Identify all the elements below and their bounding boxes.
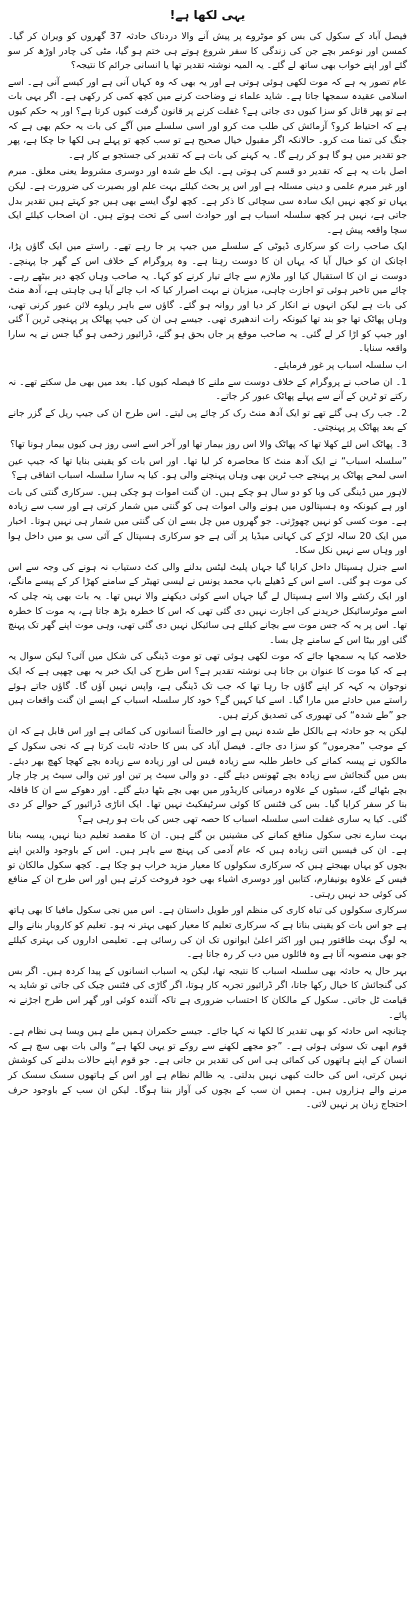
article-paragraph: ایک صاحب رات کو سرکاری ڈیوٹی کے سلسلے میں جیپ پر جا رہے تھے۔ راستے میں ایک گاؤں پڑا، اچانک ان کو خیال آیا کہ یہاں ان کا دوست رہتا ہے۔ وہ پروگرام کے خلاف اس کے گھر جا پہنچے۔ دوست نے ان کا استقبال کیا اور ملازم سے چائے تیار کرنے کو کہا۔ یہ صاحب وہاں کچھ دیر بیٹھے رہے۔ چائے میں تاخیر ہوئی تو اجازت چاہی، میزبان نے بہت اصرار کیا کہ اب چائے آیا ہی چاہتی ہے، آدھ منٹ کی بات ہے لیکن انہوں نے انکار کر دیا اور روانہ ہو گئے۔ گاؤں سے باہر ریلوے لائن عبور کرنی تھی، وہاں پھاٹک تھا جو بند تھا کیونکہ رات اندھیری تھی۔ جیسے ہی ان کی جیپ پھاٹک پر پہنچی ٹرین آ گئی اور جیپ کو اڑا کر لے گئی۔ یہ صاحب موقع پر جاں بحق ہو گئے، ڈرائیور زخمی ہو گیا جس نے یہ سارا واقعہ سنایا۔	[8, 241, 407, 355]
article-paragraph: اب سلسلہ اسباب پر غور فرمایئے۔	[272, 360, 407, 372]
article-paragraph: فیصل آباد کے سکول کی بس کو موٹروے پر پیش آنے والا دردناک حادثہ 37 گھروں کو ویران کر گیا۔ کمسن اور نوعمر بچے جن کی زندگی کا سفر شروع ہوتے ہی ختم ہو گیا، مٹی کی چادر اوڑھ کر سو گئے اور اپنے خواب بھی ساتھ لے گئے۔ یہ المیہ نوشتہ تقدیر تھا یا انسانی جرائم کا نتیجہ؟	[8, 31, 407, 72]
article-paragraph: اسے جنرل ہسپتال داخل کرایا گیا جہاں پلیٹ لیٹس بدلنے والی کٹ دستیاب نہ ہونے کی وجہ سے اس کی موت ہو گئی۔ اسے اس کے ڈھیلے باپ محمد یونس نے لیسی تھیٹر کے سامنے کھڑا کر کے پیسے مانگے، اور ایک رکشے والا اسے ہسپتال لے گیا جہاں اسے کوئی دیکھنے والا نہیں تھا۔ یہ بات بھی پتہ چلی کہ اسے موٹرسائیکل خریدنے کی اجازت نہیں دی گئی تھی کہ اس کا خطرہ بڑھ جاتا ہے، یہ موت کا خطرہ تھا۔ اس پر یہ کہ جس موت سے بچانے کیلئے ہی سائیکل نہیں دی گئی تھی، وہی موت اپنے گھر تک پہنچ گئی اور بیٹا اس کے سامنے چل بسا۔	[8, 561, 407, 646]
article-paragraph: خلاصہ کیا یہ سمجھا جائے کہ موت لکھی ہوئی تھی تو موت ڈینگی کی شکل میں آئی؟ لیکن سوال یہ ہے کہ کیا موت کا عنوان بن جانا ہی نوشتہ تقدیر ہے؟ اس طرح کی ایک خبر یہ بھی چھپی ہے کہ ایک نوجوان یہ کہہ کر اپنے گاؤں جا رہا تھا کہ جب تک ڈینگی ہے، واپس نہیں آؤں گا۔ گاؤں جاتے ہوئے راستے میں حادثے میں مارا گیا۔ اسے کیا کہیں گے؟ خود کار سلسلہ اسباب کے ایسے ان گنت واقعات ہیں جو ”طے شدہ“ کی تھیوری کی تصدیق کرتے ہیں۔	[8, 651, 407, 721]
article-paragraph: 1۔ ان صاحب نے پروگرام کے خلاف دوست سے ملنے کا فیصلہ کیوں کیا۔ بعد میں بھی مل سکتے تھے۔ نہ رکتے تو ٹرین کے آنے سے پہلے پھاٹک عبور کر جاتے۔	[8, 376, 407, 403]
article-paragraph: بہر حال یہ حادثہ بھی سلسلہ اسباب کا نتیجہ تھا، لیکن یہ اسباب انسانوں کے پیدا کردہ ہیں۔ اگر بس کی گنجائش کا خیال رکھا جاتا، اگر ڈرائیور تجربہ کار ہوتا، اگر گاڑی کی فٹنس چیک کی جاتی تو شاید یہ قیامت ٹل جاتی۔ سکول کے مالکان کا احتساب ضروری ہے تاکہ آئندہ کوئی اور گھر اس طرح اجڑنے نہ پائے۔	[8, 965, 407, 1021]
article-paragraph: ”سلسلہ اسباب“ نے ایک آدھ منٹ کا محاصرہ کر لیا تھا۔ اور اس بات کو یقینی بنایا تھا کہ جیپ عین اسی لمحے پھاٹک پر پہنچے جب ٹرین بھی وہاں پہنچنے والی ہو۔ کیا یہ سارا سلسلہ اسباب اتفاقی ہے؟	[8, 455, 407, 482]
article-paragraph: سرکاری سکولوں کی تباہ کاری کی منظم اور طویل داستان ہے۔ اس میں نجی سکول مافیا کا بھی ہاتھ ہے جو اس بات کو یقینی بناتا ہے کہ سرکاری تعلیم کا معیار کبھی بہتر نہ ہو۔ تعلیم کو کاروبار بنانے والے یہ لوگ بہت طاقتور ہیں اور اکثر اعلیٰ ایوانوں تک ان کی رسائی ہے۔ تعلیمی اداروں کی بہتری کیلئے جو بھی منصوبہ آتا ہے وہ فائلوں میں دب کر رہ جاتا ہے۔	[8, 905, 407, 961]
article-paragraph: لاہور میں ڈینگی کی وبا کو دو سال ہو چکے ہیں۔ ان گنت اموات ہو چکی ہیں۔ سرکاری گنتی کی بات اور ہے کیونکہ وہ ہسپتالوں میں ہونے والی اموات ہی کو گنتی میں شمار کرتی ہے اور سب سے زیادہ ہے۔ موت کسی کو نہیں چھوڑتی۔ جو گھروں میں چل بسے ان کی گنتی میں شمار ہی نہیں ہوتا۔ اخبار میں ایک 20 سالہ لڑکے کی کہانی میڈیا پر آئی ہے جو سرکاری ہسپتال کے آئی سی یو میں داخل ہوا اور وہاں سے نہیں نکل سکا۔	[8, 486, 407, 557]
article-paragraph: بہت سارے نجی سکول منافع کمانے کی مشینیں بن گئے ہیں۔ ان کا مقصد تعلیم دینا نہیں، پیسہ بنانا ہے۔ ان کی فیسیں اتنی زیادہ ہیں کہ عام آدمی کی پہنچ سے باہر ہیں۔ اس کے باوجود والدین اپنے بچوں کو یہاں بھیجتے ہیں کہ سرکاری سکولوں کا معیار مزید خراب ہو چکا ہے۔ کچھ سکول مالکان تو فیس کے علاوہ یونیفارم، کتابیں اور دوسری اشیاء بھی خود فروخت کرتے ہیں اور اس طرح ان کے منافع کی کوئی حد نہیں رہتی۔	[8, 830, 407, 900]
article-paragraph: چنانچہ اس حادثہ کو بھی تقدیر کا لکھا نہ کہا جائے۔ جیسے حکمران ہمیں ملے ہیں ویسا ہی نظام ہے۔ قوم ابھی تک سوئی ہوئی ہے۔ ”جو مجھے لکھنے سے روکے تو یہی لکھا ہے“ والی بات بھی سچ ہے کہ انسان کے اپنے ہاتھوں کی کمائی ہی اس کی تقدیر بن جاتی ہے۔ جو قوم اپنے حالات بدلنے کی کوشش نہیں کرتی، اس کی حالت کبھی نہیں بدلتی۔ یہ ظالم نظام ہے اور اس کے ہاتھوں سسک سسک کر مرنے والے ہزاروں ہیں۔ ہمیں ان سب کے بچوں کی آواز بننا ہوگا۔ لیکن ان سب کے باوجود حرف احتجاج زبان پر نہیں لاتی۔	[8, 1026, 407, 1111]
article-paragraph: عام تصور یہ ہے کہ موت لکھی ہوئی ہوتی ہے اور یہ بھی کہ وہ کہاں آنی ہے اور کیسے آنی ہے۔ اسے اسلامی عقیدہ سمجھا جاتا ہے۔ شاید علماء نے وضاحت کرنے میں کچھ کمی کر رکھی ہے۔ اگر یہی بات ہے تو پھر قاتل کو سزا کیوں دی جاتی ہے؟ غفلت کرنے پر قانون گرفت کیوں کرتا ہے؟ اور یہ حکم کیوں ہے کہ احتیاط کرو؟ آزمائش کی طلب مت کرو اور اسی سلسلے میں آگے کی بات یہ حکم بھی ہے کہ جنگ کی تمنا مت کرو۔ حالانکہ اگر مقبول خیال صحیح ہے تو سب کچھ تو پہلے ہی لکھا جا چکا ہے، پھر جو تقدیر میں ہو گا ہو کر رہے گا۔ یہ کہنے کی بات ہے کہ تقدیر کی جستجو بے کار ہے۔	[8, 76, 407, 161]
article-paragraph: 2۔ جب رک ہی گئے تھے تو ایک آدھ منٹ رک کر چائے پی لیتے۔ اس طرح ان کی جیپ ریل کے گزر جانے کے بعد پھاٹک پر پہنچتی۔	[8, 407, 407, 434]
article-paragraph: لیکن یہ جو حادثہ ہے بالکل طے شدہ نہیں ہے اور خالصتاً انسانوں کی کمائی ہے اور اس قابل ہے کہ ان کے موجب ”مجرموں“ کو سزا دی جائے۔ فیصل آباد کی بس کا حادثہ ثابت کرتا ہے کہ نجی سکول کے مالکوں نے پیسہ کمانے کی خاطر طلبہ سے زیادہ فیس لی اور زیادہ سے زیادہ بچے کھچا کھچ بھر دیئے۔ بس میں گنجائش سے زیادہ بچے ٹھونس دیئے گئے۔ دو والی سیٹ پر تین اور تین والی سیٹ پر چار چار بچے بٹھائے گئے، سیٹوں کے علاوہ درمیانی کاریڈور میں بھی بچے بٹھا دیئے گئے۔ اور دھوکے سے ان کا قافلہ بنا کر سفر کرایا گیا۔ بس کی فٹنس کا کوئی سرٹیفکیٹ نہیں تھا۔ ایک اناڑی ڈرائیور کے حوالے کر دی گئی۔ کیا یہ ساری غفلت اسی سلسلہ اسباب کا حصہ تھی جس کی بات ہو رہی ہے؟	[8, 726, 407, 825]
article-paragraph: اصل بات یہ ہے کہ تقدیر دو قسم کی ہوتی ہے۔ ایک طے شدہ اور دوسری مشروط یعنی معلق۔ مبرم اور غیر مبرم علمی و دینی مسئلہ ہے اور اس پر بحث کیلئے بہت علم اور بصیرت کی ضرورت ہے۔ لیکن یہاں تو کچھ نہیں ایک سادہ سی سچائی کا ذکر ہے۔ کچھ لوگ ایسے بھی ہیں جو کہتے ہیں تقدیر بدل جاتی ہے، نہیں ہر کچھ سلسلہ اسباب ہے اور حوادث اسی کے تحت ہوتے ہیں۔ ان اصحاب کیلئے ایک سچا واقعہ پیش ہے۔	[8, 166, 407, 236]
article-body	[8, 30, 407, 1113]
article-headline: یہی لکھا ہے!	[169, 8, 246, 22]
article-paragraph: 3۔ پھاٹک اس لئے کھلا تھا کہ پھاٹک والا اس روز بیمار تھا اور آخر اسے اسی روز ہی کیوں بیمار ہونا تھا؟	[10, 439, 407, 451]
